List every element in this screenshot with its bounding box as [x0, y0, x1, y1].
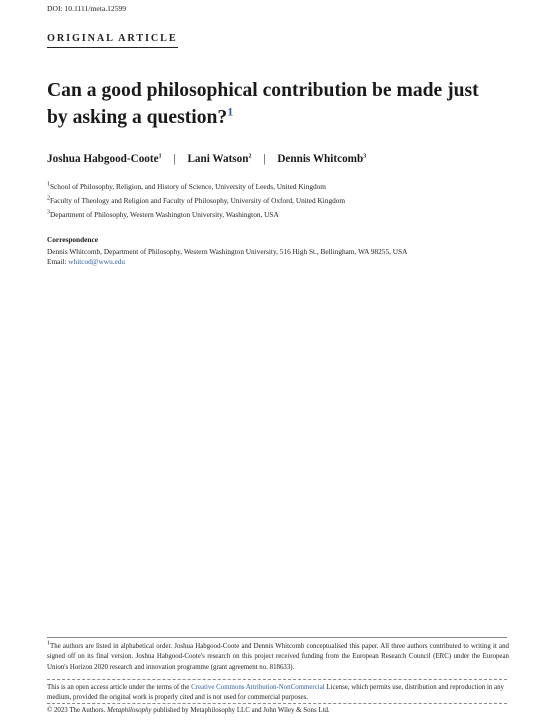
- title-line-1: Can a good philosophical contribution be made just: [47, 80, 479, 101]
- author-affil-number: 2: [248, 153, 252, 160]
- author-name[interactable]: Dennis Whitcomb: [277, 153, 364, 165]
- correspondence-email-line: [47, 257, 125, 266]
- license-link[interactable]: Creative Commons Attribution-NonCommercial: [191, 684, 325, 691]
- article-type-label: ORIGINAL ARTICLE: [47, 33, 178, 48]
- title-line-2: by asking a question?: [47, 107, 228, 128]
- footnote-number: 1: [47, 640, 50, 647]
- author-separator: |: [173, 153, 176, 165]
- copyright-text-after: published by Metaphilosophy LLC and John Wiley & Sons Ltd.: [153, 707, 330, 714]
- correspondence-heading: Correspondence: [47, 235, 98, 244]
- footnote: [47, 642, 509, 673]
- copyright-line: [47, 707, 330, 714]
- affiliation-number: 2: [47, 195, 50, 202]
- email-label: Email:: [47, 257, 67, 266]
- license-notice: [47, 683, 509, 704]
- affiliation-text: Department of Philosophy, Western Washington University, Washington, USA: [50, 210, 279, 219]
- doi-label[interactable]: DOI: 10.1111/meta.12599: [47, 4, 127, 13]
- author-affil-number: 3: [363, 153, 367, 160]
- affiliation: [47, 182, 326, 191]
- affiliation-number: 3: [47, 209, 50, 216]
- affiliation-text: School of Philosophy, Religion, and History of Science, University of Leeds, United Kingdom: [50, 182, 326, 191]
- license-text-before: This is an open access article under the terms of the: [47, 684, 190, 691]
- title-footnote-link[interactable]: 1: [227, 104, 234, 119]
- affiliation: [47, 196, 345, 205]
- author-name[interactable]: Lani Watson: [187, 153, 249, 165]
- correspondence-address: Dennis Whitcomb, Department of Philosophy, Western Washington University, 516 High St., Bellingham, WA 98255, USA: [47, 247, 408, 256]
- affiliation-number: 1: [47, 181, 50, 188]
- author-separator: |: [263, 153, 266, 165]
- email-link[interactable]: whitcod@wwu.edu: [68, 257, 126, 266]
- copyright-divider: [47, 703, 507, 704]
- footnote-divider: [47, 637, 507, 638]
- author-list: [47, 153, 366, 165]
- license-divider: [47, 679, 507, 680]
- author-name[interactable]: Joshua Habgood-Coote: [47, 153, 159, 165]
- author-affil-number: 1: [158, 153, 162, 160]
- license-text-after: License, which permits use, distribution and reproduction in any medium, provided the original work is properly cited and is not used for commercial purposes.: [47, 684, 505, 702]
- footnote-text: The authors are listed in alphabetical order. Joshua Habgood-Coote and Dennis Whitcomb conceptualised this paper. All three authors contributed to writing it and signed off on its final version. Joshua Habgood-Coote's research on this project received funding from the European Research Council (ERC) under the European Union's Horizon 2020 research and innovation programme (grant agreement no. 818633).: [47, 643, 509, 671]
- journal-name: Metaphilosophy: [107, 707, 152, 714]
- article-title: [47, 77, 517, 131]
- copyright-text-before: © 2023 The Authors.: [47, 707, 106, 714]
- affiliation: [47, 210, 279, 219]
- affiliation-text: Faculty of Theology and Religion and Faculty of Philosophy, University of Oxford, United Kingdom: [50, 196, 346, 205]
